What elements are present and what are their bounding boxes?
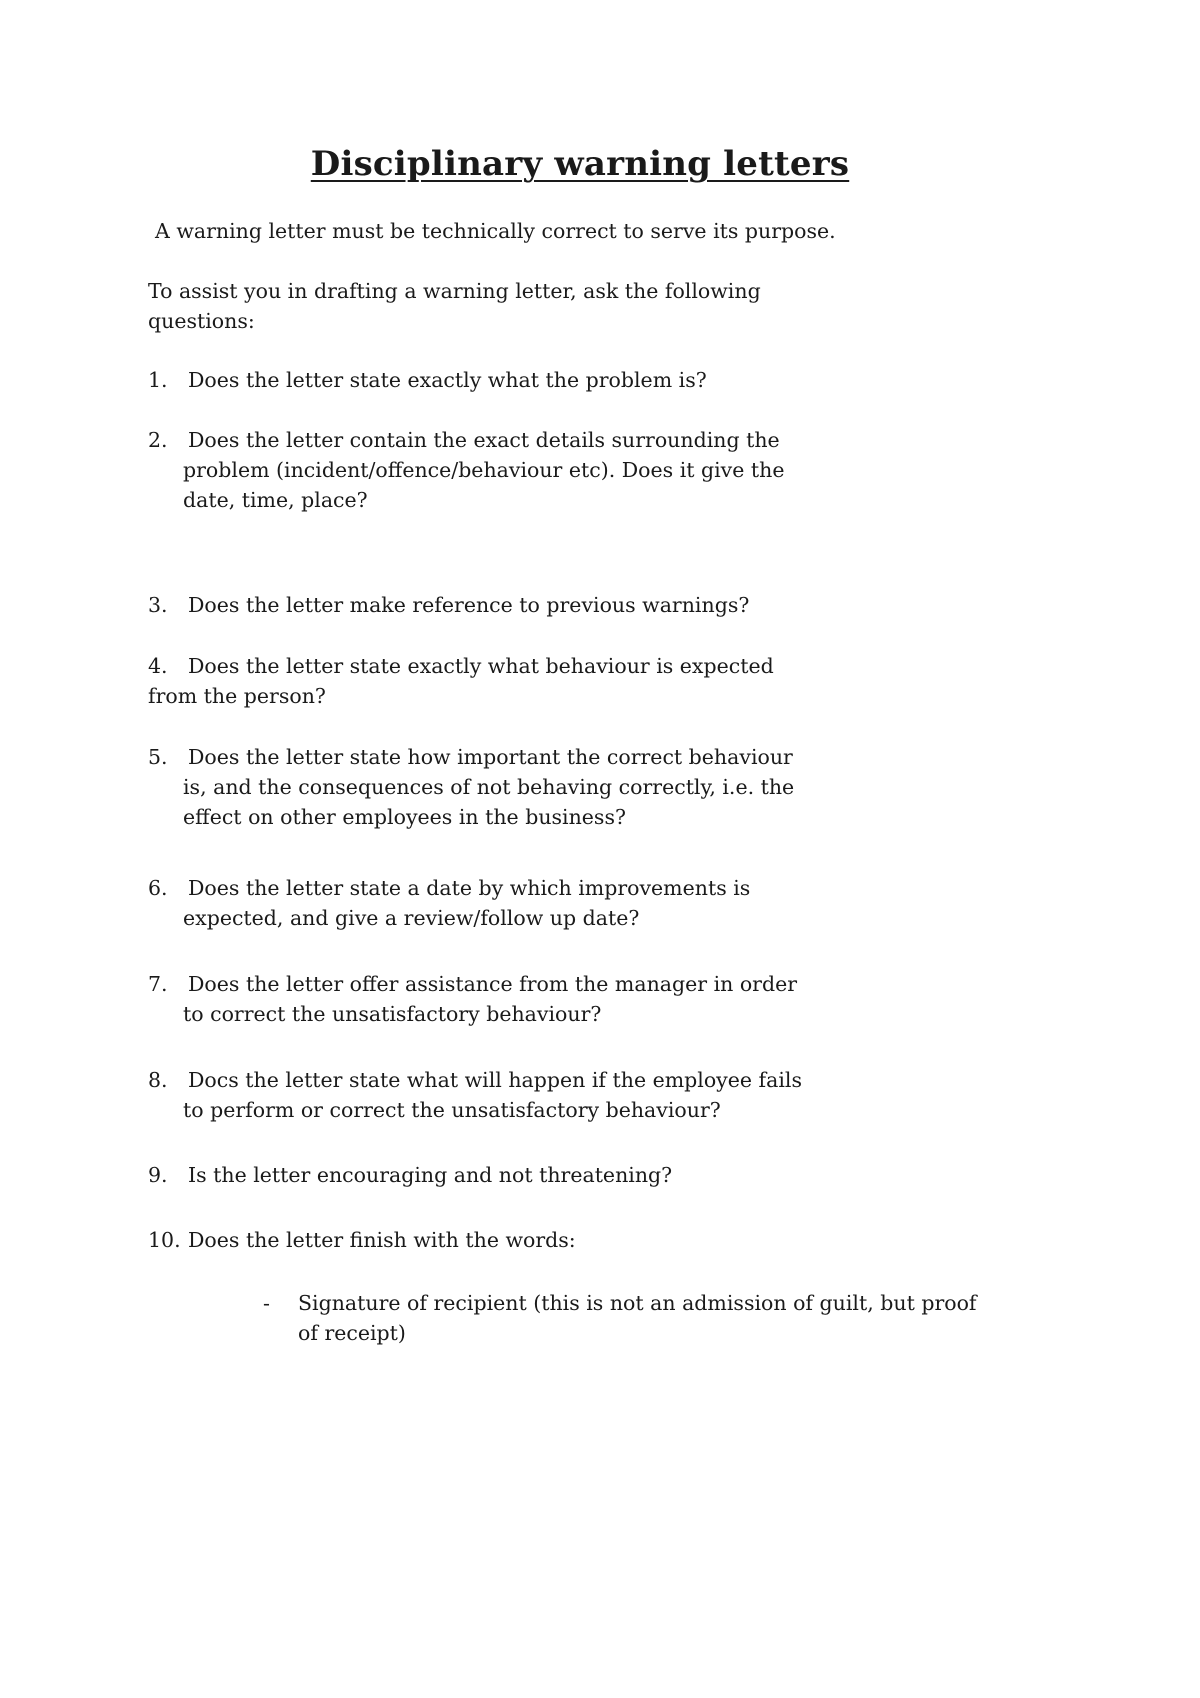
list-item-number: 1. <box>148 368 168 392</box>
list-item-2-continuation: date, time, place? <box>183 488 368 512</box>
list-item-4-continuation: from the person? <box>148 684 326 708</box>
intro-text: A warning letter must be technically correct to serve its purpose. <box>155 219 836 243</box>
list-item-text: Does the letter contain the exact details surrounding the <box>188 428 780 452</box>
list-item-9 <box>148 1160 672 1190</box>
bullet-dash: - <box>263 1291 270 1315</box>
list-item-text: Does the letter state how important the correct behaviour <box>188 745 793 769</box>
list-item-text: Does the letter state exactly what the problem is? <box>188 368 707 392</box>
document-title: Disciplinary warning letters <box>310 144 850 184</box>
list-item-text: Does the letter finish with the words: <box>188 1228 576 1252</box>
list-item-text: Does the letter offer assistance from the manager in order <box>188 972 798 996</box>
bullet-text-line-2: of receipt) <box>298 1321 406 1345</box>
list-item-5 <box>148 742 793 772</box>
list-item-6 <box>148 873 750 903</box>
list-item-number: 6. <box>148 876 168 900</box>
list-item-number: 3. <box>148 593 168 617</box>
list-item-number: 8. <box>148 1068 168 1092</box>
list-item-number: 2. <box>148 428 168 452</box>
bullet-text-line-1: Signature of recipient (this is not an admission of guilt, but proof <box>298 1291 977 1315</box>
list-item-1 <box>148 365 707 395</box>
list-item-7 <box>148 969 797 999</box>
list-item-number: 4. <box>148 654 168 678</box>
list-item-5-continuation: effect on other employees in the business? <box>183 805 626 829</box>
list-item-7-continuation: to correct the unsatisfactory behaviour? <box>183 1002 602 1026</box>
assist-text-line-2: questions: <box>148 309 255 333</box>
list-item-number: 5. <box>148 745 168 769</box>
list-item-4 <box>148 651 774 681</box>
list-item-number: 10. <box>148 1228 181 1252</box>
list-item-number: 9. <box>148 1163 168 1187</box>
list-item-text: Does the letter make reference to previous warnings? <box>188 593 750 617</box>
list-item-text: Is the letter encouraging and not threatening? <box>188 1163 673 1187</box>
list-item-8 <box>148 1065 802 1095</box>
list-item-5-continuation: is, and the consequences of not behaving correctly, i.e. the <box>183 775 795 799</box>
list-item-2 <box>148 425 780 455</box>
list-item-3 <box>148 590 749 620</box>
list-item-10 <box>148 1225 576 1255</box>
list-item-text: Does the letter state a date by which improvements is <box>188 876 751 900</box>
list-item-text: Docs the letter state what will happen if the employee fails <box>188 1068 802 1092</box>
list-item-number: 7. <box>148 972 168 996</box>
list-item-6-continuation: expected, and give a review/follow up date? <box>183 906 640 930</box>
list-item-8-continuation: to perform or correct the unsatisfactory behaviour? <box>183 1098 721 1122</box>
assist-text-line-1: To assist you in drafting a warning letter, ask the following <box>148 279 761 303</box>
list-item-text: Does the letter state exactly what behaviour is expected <box>188 654 774 678</box>
list-item-2-continuation: problem (incident/offence/behaviour etc). Does it give the <box>183 458 785 482</box>
